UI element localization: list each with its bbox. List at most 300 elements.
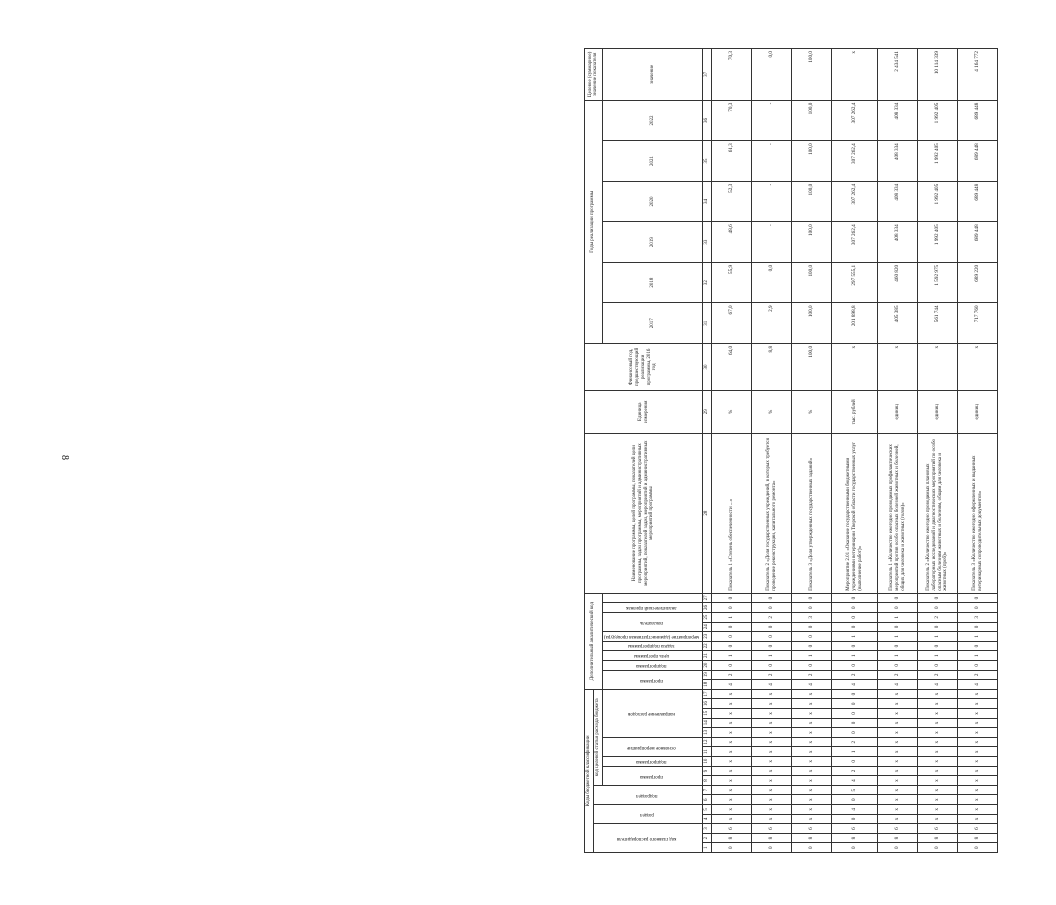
- code-cell: х: [752, 814, 792, 824]
- column-number: 9: [703, 766, 712, 776]
- code-cell: х: [752, 737, 792, 747]
- code-cell: 1: [958, 651, 998, 661]
- program-header: программа: [639, 773, 663, 779]
- row-year-value: 55,9: [712, 262, 752, 303]
- row-name: Мероприятие 2.01 «Оказание государственными бюджетными учреждениями ветеринарии Тверской области государственных услуг (выполнение работ)»: [832, 433, 878, 593]
- row-year-value: 1 992 405: [918, 100, 958, 141]
- row-year-value: 405 385: [878, 303, 918, 344]
- code-cell: х: [878, 699, 918, 709]
- column-number: 13: [703, 728, 712, 738]
- code-cell: 8: [878, 833, 918, 843]
- row-unit: единиц: [918, 390, 958, 433]
- row-year-value: 70,3: [712, 100, 752, 141]
- code-cell: 8: [752, 833, 792, 843]
- column-number: 37: [703, 49, 712, 101]
- code-cell: 0: [878, 660, 918, 670]
- code-cell: х: [918, 709, 958, 719]
- row-final-value: 10 114 339: [918, 49, 958, 101]
- code-cell: х: [918, 805, 958, 815]
- code-cell: х: [712, 699, 752, 709]
- code-cell: 0: [958, 843, 998, 853]
- code-cell: 5: [832, 785, 878, 795]
- code-cell: х: [712, 689, 752, 699]
- row-base-value: х: [958, 343, 998, 390]
- row-year-value: 100,0: [792, 222, 832, 263]
- row-year-value: 1 992 405: [918, 141, 958, 182]
- code-cell: х: [918, 728, 958, 738]
- column-number: 36: [703, 100, 712, 141]
- code-cell: х: [918, 814, 958, 824]
- code-cell: 0: [878, 641, 918, 651]
- code-cell: 4: [832, 776, 878, 786]
- row-year-value: 408 334: [878, 181, 918, 222]
- row-year-value: 689 448: [958, 222, 998, 263]
- code-cell: 4: [832, 680, 878, 690]
- fin-year-header: Финансовый год, предшествующий реализации программы, 2016 год: [585, 343, 703, 390]
- year-2020: 2020: [602, 181, 703, 222]
- code-cell: х: [752, 747, 792, 757]
- code-cell: 0: [792, 660, 832, 670]
- code-cell: 8: [832, 833, 878, 843]
- code-cell: 6: [752, 824, 792, 834]
- code-cell: 6: [712, 824, 752, 834]
- year-2019: 2019: [602, 222, 703, 263]
- row-year-value: 201 898,8: [832, 303, 878, 344]
- code-cell: х: [878, 795, 918, 805]
- goal-header: цель программы: [633, 652, 669, 658]
- code-cell: 4: [878, 680, 918, 690]
- code-cell: 2: [832, 737, 878, 747]
- code-cell: 1: [832, 651, 878, 661]
- code-cell: 0: [832, 641, 878, 651]
- code-cell: х: [712, 776, 752, 786]
- code-cell: 0: [832, 728, 878, 738]
- row-year-value: 297 555,1: [832, 262, 878, 303]
- row-year-value: -: [752, 100, 792, 141]
- code-cell: 2: [958, 670, 998, 680]
- year-2022: 2022: [602, 100, 703, 141]
- table-row: [832, 49, 878, 853]
- code-cell: х: [712, 718, 752, 728]
- code-cell: 4: [918, 680, 958, 690]
- row-year-value: 307 262,4: [832, 100, 878, 141]
- table-row: [712, 49, 752, 853]
- column-number: 2: [703, 833, 712, 843]
- code-cell: 1: [832, 632, 878, 642]
- code-cell: 1: [918, 651, 958, 661]
- code-cell: 2: [752, 613, 792, 623]
- indicator-type-header: аналитический признак: [625, 605, 677, 610]
- column-number: 15: [703, 709, 712, 719]
- code-cell: х: [752, 795, 792, 805]
- column-number: 11: [703, 747, 712, 757]
- code-cell: х: [918, 699, 958, 709]
- code-cell: 0: [832, 814, 878, 824]
- code-cell: 1: [878, 632, 918, 642]
- code-cell: х: [958, 785, 998, 795]
- code-cell: 4: [958, 680, 998, 690]
- code-cell: 0: [832, 660, 878, 670]
- section-header: раздел: [639, 812, 654, 817]
- code-cell: х: [878, 785, 918, 795]
- column-number: 3: [703, 824, 712, 834]
- code-cell: 0: [712, 660, 752, 670]
- column-number: 27: [703, 593, 712, 603]
- row-year-value: 561 744: [918, 303, 958, 344]
- column-number: 6: [703, 795, 712, 805]
- code-cell: 0: [792, 641, 832, 651]
- column-number: 4: [703, 814, 712, 824]
- code-cell: х: [792, 776, 832, 786]
- code-cell: 0: [958, 641, 998, 651]
- code-cell: х: [878, 776, 918, 786]
- page-number: 8: [59, 455, 70, 460]
- code-cell: х: [792, 795, 832, 805]
- code-cell: х: [792, 757, 832, 767]
- row-year-value: -: [752, 222, 792, 263]
- subprogram-col-header: подпрограмма: [635, 662, 667, 668]
- code-cell: 6: [918, 824, 958, 834]
- row-year-value: 689 220: [958, 262, 998, 303]
- code-cell: х: [958, 737, 998, 747]
- code-cell: х: [958, 795, 998, 805]
- code-cell: х: [958, 776, 998, 786]
- code-cell: 0: [752, 622, 792, 632]
- column-number: 23: [703, 632, 712, 642]
- row-year-value: 307 262,4: [832, 222, 878, 263]
- indicator-header: показатель: [639, 619, 663, 625]
- code-cell: 0: [958, 622, 998, 632]
- code-cell: 0: [712, 843, 752, 853]
- code-cell: 3: [792, 613, 832, 623]
- main-activity-header: основное мероприятие: [626, 744, 676, 750]
- code-cell: х: [918, 795, 958, 805]
- code-cell: 2: [918, 613, 958, 623]
- code-cell: х: [792, 699, 832, 709]
- row-unit: %: [792, 390, 832, 433]
- code-cell: 6: [958, 824, 998, 834]
- code-cell: 1: [712, 613, 752, 623]
- column-number: 33: [703, 222, 712, 263]
- code-cell: 2: [918, 670, 958, 680]
- code-cell: х: [792, 814, 832, 824]
- code-cell: 2: [792, 670, 832, 680]
- column-number: 30: [703, 343, 712, 390]
- row-year-value: 408 334: [878, 222, 918, 263]
- code-cell: 0: [712, 593, 752, 603]
- column-number: 10: [703, 757, 712, 767]
- code-cell: 8: [958, 833, 998, 843]
- code-cell: 1: [878, 613, 918, 623]
- code-cell: 4: [712, 680, 752, 690]
- code-cell: 0: [752, 641, 792, 651]
- row-final-value: х: [832, 49, 878, 101]
- code-cell: х: [918, 747, 958, 757]
- column-number: 35: [703, 141, 712, 182]
- code-cell: х: [792, 709, 832, 719]
- table-body: [712, 49, 998, 853]
- code-cell: 2: [878, 670, 918, 680]
- code-cell: х: [752, 757, 792, 767]
- code-cell: х: [878, 709, 918, 719]
- value-header: значение: [602, 49, 703, 101]
- column-number: 32: [703, 262, 712, 303]
- column-number: 25: [703, 613, 712, 623]
- code-cell: 1: [832, 747, 878, 757]
- code-cell: х: [918, 757, 958, 767]
- code-cell: х: [792, 747, 832, 757]
- code-cell: 8: [918, 833, 958, 843]
- row-final-value: 100,0: [792, 49, 832, 101]
- code-cell: х: [712, 795, 752, 805]
- column-number: 31: [703, 303, 712, 344]
- row-base-value: х: [918, 343, 958, 390]
- code-cell: 0: [832, 757, 878, 767]
- column-number: 12: [703, 737, 712, 747]
- code-cell: 0: [918, 641, 958, 651]
- code-cell: 0: [832, 843, 878, 853]
- code-cell: х: [878, 805, 918, 815]
- code-cell: 0: [792, 632, 832, 642]
- code-cell: 4: [792, 680, 832, 690]
- row-year-value: 460 820: [878, 262, 918, 303]
- code-cell: х: [712, 709, 752, 719]
- table-row: [958, 49, 998, 853]
- code-cell: 0: [832, 603, 878, 613]
- row-year-value: 408 334: [878, 141, 918, 182]
- year-2018: 2018: [602, 262, 703, 303]
- code-cell: х: [918, 689, 958, 699]
- code-cell: 4: [752, 680, 792, 690]
- column-number-row: [703, 49, 712, 853]
- code-cell: 0: [752, 603, 792, 613]
- row-final-value: 2 434 541: [878, 49, 918, 101]
- code-cell: 1: [918, 632, 958, 642]
- code-cell: х: [918, 766, 958, 776]
- code-cell: х: [918, 718, 958, 728]
- row-year-value: 100,0: [792, 141, 832, 182]
- row-name: Показатель 1 «Количество ежегодно проводимых профилактических мероприятий против особо опасных болезней животных и болезней, общих для человека и животных (голов)»: [878, 433, 918, 593]
- code-cell: 0: [958, 593, 998, 603]
- code-cell: 0: [792, 622, 832, 632]
- years-header: Годы реализации программы: [585, 100, 603, 343]
- column-number: 26: [703, 603, 712, 613]
- code-cell: 0: [792, 843, 832, 853]
- code-cell: 1: [792, 651, 832, 661]
- row-year-value: 100,0: [792, 303, 832, 344]
- code-cell: х: [958, 814, 998, 824]
- column-number: 20: [703, 660, 712, 670]
- code-cell: 0: [712, 622, 752, 632]
- row-base-value: х: [878, 343, 918, 390]
- year-2017: 2017: [602, 303, 703, 344]
- column-number: 17: [703, 689, 712, 699]
- code-cell: х: [958, 728, 998, 738]
- code-cell: 0: [878, 843, 918, 853]
- activity-header: мероприятие (административная процедура): [603, 633, 699, 639]
- column-number: 28: [703, 433, 712, 593]
- code-cell: 0: [832, 709, 878, 719]
- code-cell: х: [878, 728, 918, 738]
- code-cell: х: [878, 689, 918, 699]
- code-cell: 4: [832, 805, 878, 815]
- row-final-value: 70,3: [712, 49, 752, 101]
- subprogram-header: подпрограмма: [635, 758, 667, 764]
- code-cell: х: [712, 728, 752, 738]
- task-header: задача подпрограммы: [627, 643, 675, 649]
- row-year-value: 52,3: [712, 181, 752, 222]
- code-cell: 6: [792, 824, 832, 834]
- row-unit: единиц: [878, 390, 918, 433]
- code-cell: х: [958, 757, 998, 767]
- row-name: Показатель 1 «Степень обеспеченности ...»: [712, 433, 752, 593]
- code-cell: 0: [832, 795, 878, 805]
- row-base-value: 64,0: [712, 343, 752, 390]
- code-cell: 6: [878, 824, 918, 834]
- code-cell: 0: [832, 699, 878, 709]
- year-2021: 2021: [602, 141, 703, 182]
- row-year-value: 61,3: [712, 141, 752, 182]
- row-year-value: -: [752, 181, 792, 222]
- column-number: 14: [703, 718, 712, 728]
- code-cell: х: [958, 699, 998, 709]
- code-cell: х: [958, 805, 998, 815]
- column-number: 7: [703, 785, 712, 795]
- column-number: 29: [703, 390, 712, 433]
- admin-code-header: код главного распорядителя: [617, 835, 677, 841]
- row-year-value: 689 448: [958, 141, 998, 182]
- code-cell: х: [712, 757, 752, 767]
- code-cell: 1: [878, 651, 918, 661]
- row-year-value: 1 992 405: [918, 222, 958, 263]
- document-table-sheet: [584, 48, 1056, 853]
- expense-direction-header: направление расходов: [627, 711, 675, 717]
- code-cell: 0: [832, 613, 878, 623]
- row-year-value: 408 334: [878, 100, 918, 141]
- code-cell: х: [712, 747, 752, 757]
- program-indicators-table: [584, 48, 998, 853]
- code-cell: х: [958, 747, 998, 757]
- table-row: [918, 49, 958, 853]
- code-cell: х: [878, 747, 918, 757]
- row-base-value: 100,0: [792, 343, 832, 390]
- name-header: Наименование программы, целей программы, показателей цели программы, задач программы, мероприятий и административных мероприятий, показателей задач, мероприятий и административных мероприятий программы: [585, 433, 703, 593]
- code-cell: 1: [958, 632, 998, 642]
- code-cell: 0: [832, 593, 878, 603]
- code-cell: 3: [958, 613, 998, 623]
- row-year-value: 2,9: [752, 303, 792, 344]
- row-name: Показатель 3 «Количество ежегодно оформленных и выданных ветеринарных сопроводительных документов»: [958, 433, 998, 593]
- code-cell: х: [752, 718, 792, 728]
- row-name: Показатель 3 «Доля утвержденных государственных заданий»: [792, 433, 832, 593]
- code-cell: 0: [878, 603, 918, 613]
- row-unit: тыс. рублей: [832, 390, 878, 433]
- code-cell: 0: [918, 843, 958, 853]
- row-final-value: 0,0: [752, 49, 792, 101]
- code-cell: х: [752, 766, 792, 776]
- row-year-value: 100,0: [792, 100, 832, 141]
- row-unit: %: [752, 390, 792, 433]
- row-year-value: 100,0: [792, 181, 832, 222]
- row-year-value: 100,0: [792, 262, 832, 303]
- code-cell: 0: [752, 843, 792, 853]
- code-cell: 0: [752, 632, 792, 642]
- code-cell: х: [712, 737, 752, 747]
- column-number: 22: [703, 641, 712, 651]
- code-cell: 1: [712, 651, 752, 661]
- code-cell: х: [712, 766, 752, 776]
- row-base-value: 8,8: [752, 343, 792, 390]
- code-cell: 0: [712, 603, 752, 613]
- code-cell: 0: [878, 593, 918, 603]
- code-cell: х: [792, 805, 832, 815]
- column-number: 5: [703, 805, 712, 815]
- row-final-value: 4 164 772: [958, 49, 998, 101]
- row-year-value: 0,0: [752, 262, 792, 303]
- code-cell: 0: [712, 632, 752, 642]
- table-row: [752, 49, 792, 853]
- code-cell: 0: [918, 593, 958, 603]
- code-cell: х: [712, 785, 752, 795]
- code-cell: 1: [752, 651, 792, 661]
- code-cell: 0: [832, 689, 878, 699]
- code-cell: х: [792, 728, 832, 738]
- code-cell: х: [878, 737, 918, 747]
- code-cell: х: [918, 776, 958, 786]
- code-cell: х: [752, 785, 792, 795]
- row-year-value: 689 448: [958, 100, 998, 141]
- code-cell: 8: [712, 833, 752, 843]
- code-cell: 2: [752, 670, 792, 680]
- table-row: [792, 49, 832, 853]
- row-year-value: 1 592 975: [918, 262, 958, 303]
- code-cell: х: [752, 805, 792, 815]
- analytic-code-header: Дополнительный аналитический код: [585, 593, 603, 689]
- code-cell: х: [792, 766, 832, 776]
- code-cell: 0: [958, 660, 998, 670]
- code-cell: х: [878, 814, 918, 824]
- code-cell: х: [792, 785, 832, 795]
- code-cell: 0: [792, 603, 832, 613]
- code-cell: х: [918, 785, 958, 795]
- row-year-value: 307 262,4: [832, 141, 878, 182]
- final-value-header: Целевое (суммарное) значение показателя: [585, 49, 603, 101]
- code-cell: 0: [918, 603, 958, 613]
- column-number: 21: [703, 651, 712, 661]
- code-cell: 0: [712, 641, 752, 651]
- code-cell: х: [752, 699, 792, 709]
- code-cell: 2: [832, 670, 878, 680]
- code-cell: х: [958, 766, 998, 776]
- code-cell: 2: [832, 766, 878, 776]
- code-cell: х: [878, 757, 918, 767]
- target-article-header: код целевой статьи расхода бюджета: [593, 689, 602, 785]
- row-unit: единиц: [958, 390, 998, 433]
- code-cell: х: [958, 718, 998, 728]
- table-row: [878, 49, 918, 853]
- row-year-value: 67,0: [712, 303, 752, 344]
- code-cell: х: [878, 766, 918, 776]
- code-cell: х: [752, 709, 792, 719]
- code-cell: х: [958, 709, 998, 719]
- code-cell: 0: [752, 660, 792, 670]
- subsection-header: подраздел: [635, 792, 658, 798]
- row-year-value: 689 448: [958, 181, 998, 222]
- code-cell: 0: [958, 603, 998, 613]
- row-year-value: -: [752, 141, 792, 182]
- code-cell: 6: [832, 824, 878, 834]
- column-number: 8: [703, 776, 712, 786]
